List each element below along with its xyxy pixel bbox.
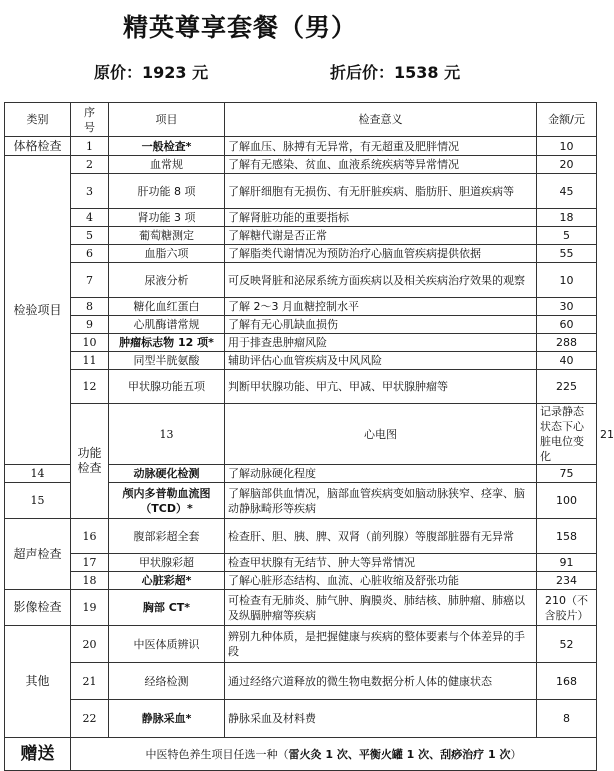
- amount-cell: 40: [537, 352, 597, 370]
- seq-cell: 13: [109, 404, 225, 465]
- item-cell: 肾功能 3 项: [109, 209, 225, 227]
- amount-cell: 288: [537, 334, 597, 352]
- gift-label: 赠送: [5, 738, 71, 771]
- table-row: [5, 174, 597, 209]
- gift-row: [5, 738, 597, 771]
- item-cell: 甲状腺彩超: [109, 554, 225, 572]
- meaning-cell: 用于排查患肿瘤风险: [225, 334, 537, 352]
- category-cell: 功能检查: [71, 404, 109, 519]
- seq-cell: 12: [71, 370, 109, 404]
- table-row: [5, 263, 597, 298]
- seq-cell: 19: [71, 590, 109, 626]
- table-row: [5, 370, 597, 404]
- meaning-cell: 可反映肾脏和泌尿系统方面疾病以及相关疾病治疗效果的观察: [225, 263, 537, 298]
- item-cell: 腹部彩超全套: [109, 519, 225, 554]
- item-cell: 心肌酶谱常规: [109, 316, 225, 334]
- seq-cell: 7: [71, 263, 109, 298]
- item-cell: 心电图: [225, 404, 537, 465]
- seq-cell: 10: [71, 334, 109, 352]
- table-row: [5, 209, 597, 227]
- item-cell: 一般检查*: [109, 137, 225, 156]
- seq-cell: 9: [71, 316, 109, 334]
- category-cell: 其他: [5, 626, 71, 738]
- item-cell: 中医体质辨识: [109, 626, 225, 663]
- table-row: [5, 298, 597, 316]
- seq-cell: 2: [71, 156, 109, 174]
- meaning-cell: 了解有无心肌缺血损伤: [225, 316, 537, 334]
- meaning-cell: 通过经络穴道释放的微生物电数据分析人体的健康状态: [225, 663, 537, 700]
- amount-cell: 55: [537, 245, 597, 263]
- amount-cell: 75: [537, 465, 597, 483]
- package-title: 精英尊享套餐（男）: [122, 13, 357, 42]
- meaning-cell: 了解脂类代谢情况为预防治疗心脑血管疾病提供依据: [225, 245, 537, 263]
- amount-cell: 168: [537, 663, 597, 700]
- header-seq: 序号: [71, 103, 109, 137]
- amount-cell: 8: [537, 700, 597, 738]
- seq-cell: 21: [71, 663, 109, 700]
- amount-cell: 52: [537, 626, 597, 663]
- amount-cell: 20: [537, 156, 597, 174]
- meaning-cell: 记录静态状态下心脏电位变化: [537, 404, 597, 465]
- item-cell: 同型半胱氨酸: [109, 352, 225, 370]
- amount-cell: 225: [537, 370, 597, 404]
- header-amount: 金额/元: [537, 103, 597, 137]
- amount-cell: 30: [537, 298, 597, 316]
- item-cell: 甲状腺功能五项: [109, 370, 225, 404]
- discount-price: 折后价：1538 元: [330, 63, 461, 82]
- table-header-row: [5, 103, 597, 137]
- header-category: 类别: [5, 103, 71, 137]
- amount-cell: 45: [537, 174, 597, 209]
- item-cell: 血常规: [109, 156, 225, 174]
- header-meaning: 检查意义: [225, 103, 537, 137]
- table-row: 功能检查 13 心电图 记录静态状态下心脏电位变化 21: [5, 404, 597, 465]
- meaning-cell: 了解肝细胞有无损伤、有无肝脏疾病、脂肪肝、胆道疾病等: [225, 174, 537, 209]
- amount-cell: 91: [537, 554, 597, 572]
- original-price: 原价：1923 元: [94, 63, 209, 82]
- category-cell: 超声检查: [5, 519, 71, 590]
- item-cell: 静脉采血*: [109, 700, 225, 738]
- seq-cell: 20: [71, 626, 109, 663]
- meaning-cell: 了解心脏形态结构、血流、心脏收缩及舒张功能: [225, 572, 537, 590]
- item-cell: 肿瘤标志物 12 项*: [109, 334, 225, 352]
- seq-cell: 8: [71, 298, 109, 316]
- item-cell: 心脏彩超*: [109, 572, 225, 590]
- seq-cell: 15: [5, 483, 71, 519]
- meaning-cell: 了解血压、脉搏有无异常，有无超重及肥胖情况: [225, 137, 537, 156]
- gift-text-options: 雷火灸 1 次、平衡火罐 1 次、刮痧治疗 1 次: [288, 747, 511, 761]
- meaning-cell: 了解肾脏功能的重要指标: [225, 209, 537, 227]
- table-row: [5, 663, 597, 700]
- table-row: [5, 519, 597, 554]
- amount-cell: 210（不含胶片）: [537, 590, 597, 626]
- table-row: [5, 572, 597, 590]
- meaning-cell: 了解糖代谢是否正常: [225, 227, 537, 245]
- meaning-cell: 了解动脉硬化程度: [225, 465, 537, 483]
- table-row: [5, 334, 597, 352]
- meaning-cell: 检查甲状腺有无结节、肿大等异常情况: [225, 554, 537, 572]
- amount-cell: 5: [537, 227, 597, 245]
- seq-cell: 5: [71, 227, 109, 245]
- item-cell: 肝功能 8 项: [109, 174, 225, 209]
- table-row: [5, 700, 597, 738]
- table-row: [5, 245, 597, 263]
- meaning-cell: 了解有无感染、贫血、血液系统疾病等异常情况: [225, 156, 537, 174]
- table-row: [5, 227, 597, 245]
- category-cell: 检验项目: [5, 156, 71, 465]
- table-row: [5, 137, 597, 156]
- table-row: [5, 156, 597, 174]
- amount-cell: 100: [537, 483, 597, 519]
- meaning-cell: 检查肝、胆、胰、脾、双肾（前列腺）等腹部脏器有无异常: [225, 519, 537, 554]
- meaning-cell: 判断甲状腺功能、甲亢、甲减、甲状腺肿瘤等: [225, 370, 537, 404]
- table-row: [5, 352, 597, 370]
- seq-cell: 1: [71, 137, 109, 156]
- table-row: [5, 590, 597, 626]
- amount-cell: 10: [537, 137, 597, 156]
- amount-cell: 158: [537, 519, 597, 554]
- meaning-cell: 了解 2～3 月血糖控制水平: [225, 298, 537, 316]
- item-cell: 经络检测: [109, 663, 225, 700]
- table-row: [5, 626, 597, 663]
- item-cell: 颅内多普勒血流图（TCD）*: [109, 483, 225, 519]
- category-cell: 影像检查: [5, 590, 71, 626]
- header-item: 项目: [109, 103, 225, 137]
- item-cell: 尿液分析: [109, 263, 225, 298]
- item-cell: 动脉硬化检测: [109, 465, 225, 483]
- seq-cell: 16: [71, 519, 109, 554]
- seq-cell: 4: [71, 209, 109, 227]
- item-cell: 葡萄糖测定: [109, 227, 225, 245]
- meaning-cell: 静脉采血及材料费: [225, 700, 537, 738]
- amount-cell: 10: [537, 263, 597, 298]
- item-cell: 血脂六项: [109, 245, 225, 263]
- meaning-cell: 辨别九种体质，是把握健康与疾病的整体要素与个体差异的手段: [225, 626, 537, 663]
- seq-cell: 11: [71, 352, 109, 370]
- amount-cell: 60: [537, 316, 597, 334]
- seq-cell: 18: [71, 572, 109, 590]
- meaning-cell: 辅助评估心血管疾病及中风风险: [225, 352, 537, 370]
- table-row: [5, 554, 597, 572]
- package-table: [4, 102, 614, 771]
- gift-description: [71, 738, 597, 771]
- meaning-cell: 可检查有无肺炎、肺气肿、胸膜炎、肺结核、肺肿瘤、肺癌以及纵膈肿瘤等疾病: [225, 590, 537, 626]
- seq-cell: 6: [71, 245, 109, 263]
- seq-cell: 14: [5, 465, 71, 483]
- meaning-cell: 了解脑部供血情况，脑部血管疾病变如脑动脉狭窄、痉挛、脑动静脉畸形等疾病: [225, 483, 537, 519]
- gift-text-prefix: 中医特色养生项目任选一种（: [145, 747, 289, 761]
- amount-cell: 234: [537, 572, 597, 590]
- seq-cell: 22: [71, 700, 109, 738]
- item-cell: 胸部 CT*: [109, 590, 225, 626]
- seq-cell: 17: [71, 554, 109, 572]
- category-cell: 体格检查: [5, 137, 71, 156]
- seq-cell: 3: [71, 174, 109, 209]
- item-cell: 糖化血红蛋白: [109, 298, 225, 316]
- amount-cell: 18: [537, 209, 597, 227]
- gift-text-suffix: ）: [510, 747, 522, 761]
- table-row: [5, 316, 597, 334]
